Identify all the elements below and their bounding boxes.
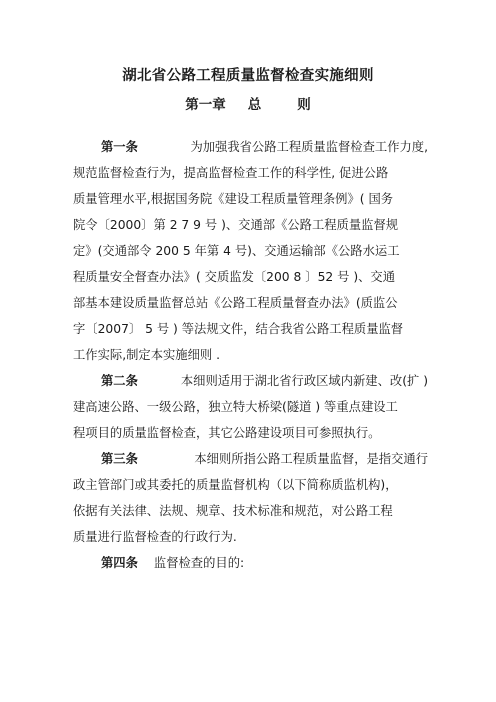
- paragraph-line: [73, 160, 428, 186]
- paragraph-text: 部基本建设质量监督总站《公路工程质量督查办法》(质监公: [73, 296, 398, 310]
- chapter-heading: [0, 93, 496, 113]
- paragraph-line: [73, 368, 428, 394]
- paragraph-text: 程质量安全督查办法》( 交质监发〔200 8 〕52 号 )、交通: [73, 270, 396, 284]
- chapter-word-1: 总: [247, 97, 262, 113]
- article-label: 第一条: [101, 140, 138, 154]
- paragraph-line: [73, 342, 428, 368]
- paragraph-text: 质量进行监督检查的行政行为.: [73, 530, 237, 544]
- paragraph-line: [73, 238, 428, 264]
- paragraph-text: 工作实际,制定本实施细则 .: [73, 348, 220, 362]
- article-label: 第三条: [101, 452, 138, 466]
- paragraph-line: [73, 446, 428, 472]
- paragraph-line: [73, 316, 428, 342]
- paragraph-text: 程项目的质量监督检查，其它公路建设项目可参照执行。: [73, 426, 381, 440]
- paragraph-line: [73, 290, 428, 316]
- paragraph-line: [73, 134, 428, 160]
- paragraph-text: 规范监督检查行为，提高监督检查工作的科学性, 促进公路: [73, 166, 389, 180]
- paragraph-line: [73, 264, 428, 290]
- paragraph-text: 监督检查的目的:: [153, 556, 245, 570]
- paragraph-text: 政主管部门或其委托的质量监督机构（以下简称质监机构)，: [73, 478, 398, 492]
- document-title: 湖北省公路工程质量监督检查实施细则: [122, 68, 374, 84]
- paragraph-line: [73, 472, 428, 498]
- paragraph-line: [73, 524, 428, 550]
- chapter-word-2: 则: [297, 97, 311, 113]
- paragraph-line: [73, 420, 428, 446]
- paragraph-line: [73, 498, 428, 524]
- paragraph-text: 本细则所指公路工程质量监督，是指交通行: [194, 452, 428, 466]
- document-body: [73, 134, 428, 576]
- paragraph-line: [73, 550, 428, 576]
- paragraph-line: [73, 394, 428, 420]
- paragraph-line: [73, 186, 428, 212]
- paragraph-text: 依据有关法律、法规、规章、技术标准和规范，对公路工程: [73, 504, 393, 518]
- paragraph-text: 质量管理水平,根据国务院《建设工程质量管理条例》( 国务: [73, 192, 394, 206]
- paragraph-text: 定》(交通部令 200 5 年第 4 号)、交通运输部《公路水运工: [73, 244, 400, 258]
- article-label: 第四条: [101, 556, 138, 570]
- chapter-number: 第一章: [185, 97, 226, 113]
- paragraph-text: 为加强我省公路工程质量监督检查工作力度,: [190, 140, 428, 154]
- article-label: 第二条: [101, 374, 138, 388]
- paragraph-text: 字〔2007〕 5 号 ) 等法规文件，结合我省公路工程质量监督: [73, 322, 404, 336]
- paragraph-text: 本细则适用于湖北省行政区域内新建、改(扩 ): [180, 374, 428, 388]
- paragraph-line: [73, 212, 428, 238]
- paragraph-text: 建高速公路、一级公路，独立特大桥梁(隧道 ) 等重点建设工: [73, 400, 398, 414]
- paragraph-text: 院令〔2000〕第 2 7 9 号 )、交通部《公路工程质量监督规: [73, 218, 399, 232]
